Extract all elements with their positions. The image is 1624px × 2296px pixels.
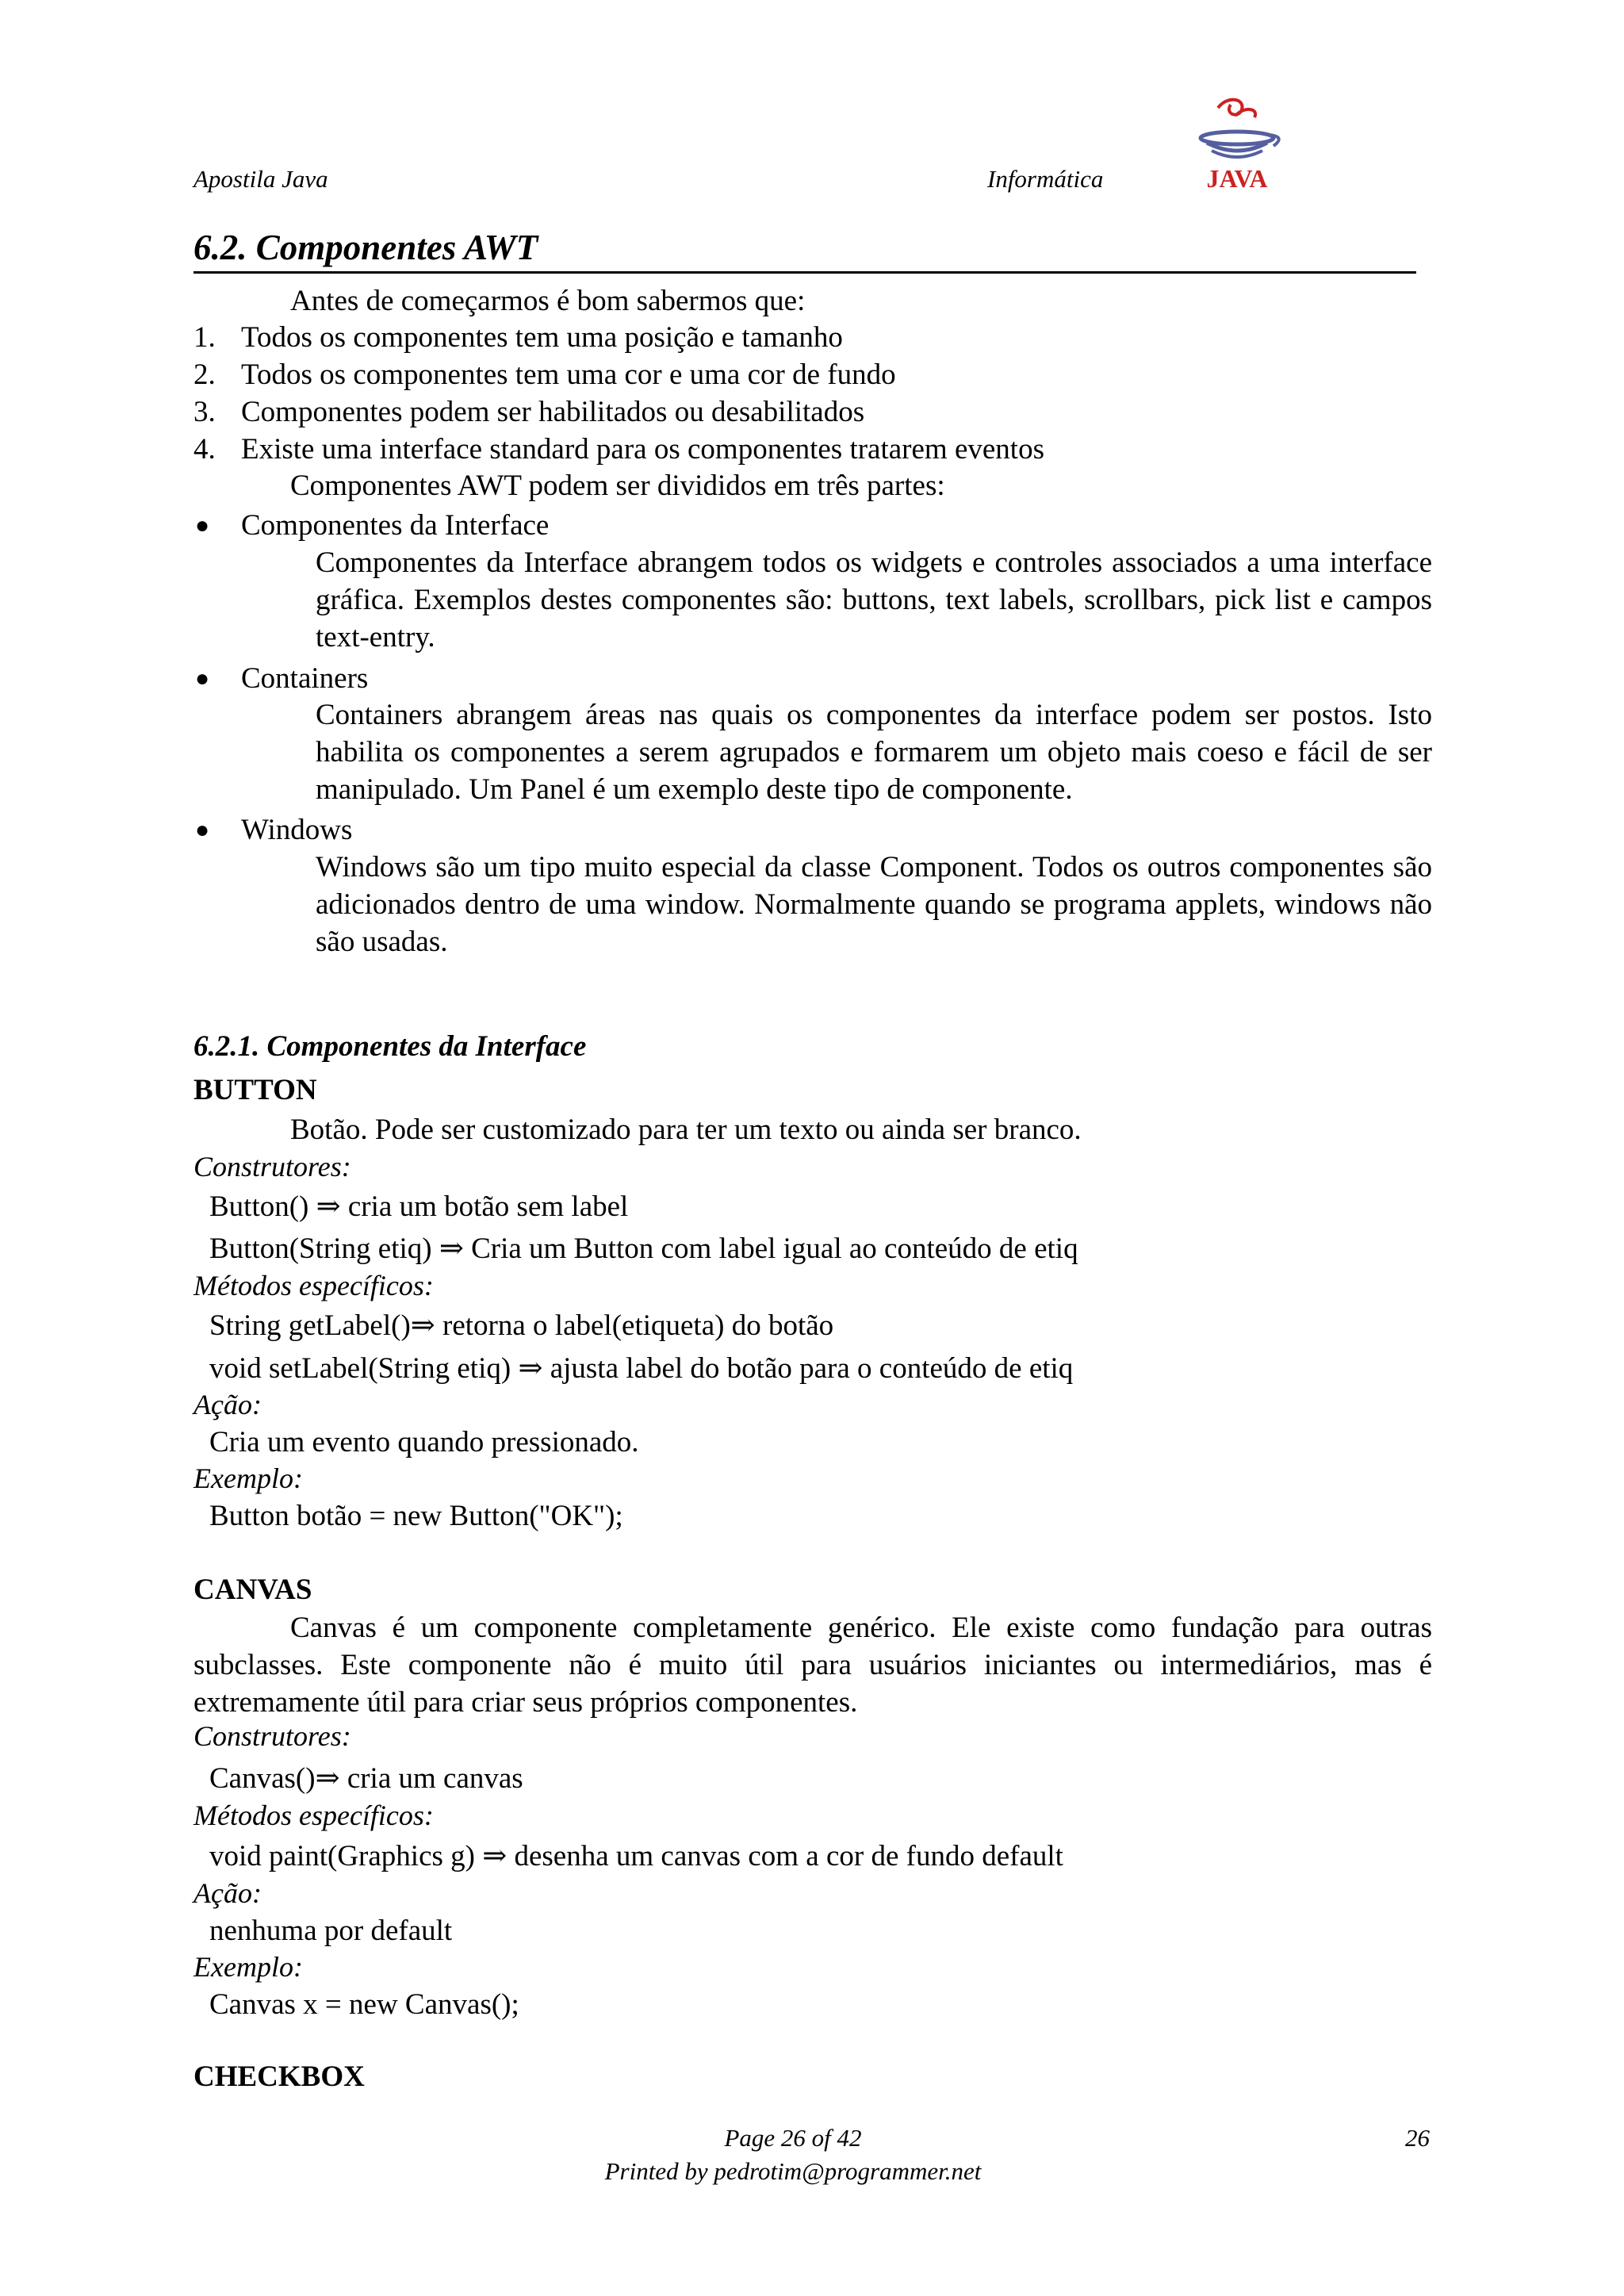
fact-item: Todos os componentes tem uma posição e tamanho (241, 321, 843, 354)
bullet-icon: ● (195, 512, 210, 539)
part-title: Containers (241, 662, 369, 695)
fact-number: 1. (193, 321, 216, 354)
action-text: nenhuma por default (209, 1915, 453, 1947)
fact-item: Existe uma interface standard para os componentes tratarem eventos (241, 433, 1044, 466)
constructor-line: Button() ⇒ cria um botão sem label (209, 1190, 629, 1223)
methods-label: Métodos específicos: (193, 1270, 434, 1301)
method-line: void paint(Graphics g) ⇒ desenha um canvas com a cor de fundo default (209, 1840, 1063, 1872)
bullet-icon: ● (195, 665, 210, 692)
constructors-label: Construtores: (193, 1151, 351, 1182)
part-description: Componentes da Interface abrangem todos os widgets e controles associados a uma interface gráfica. Exemplos destes componentes são: buttons, text labels, scrollbars, pick list e campos text-entry. (316, 546, 1432, 654)
example-code: Canvas x = new Canvas(); (209, 1988, 519, 2021)
button-description: Botão. Pode ser customizado para ter um texto ou ainda ser branco. (290, 1114, 1082, 1146)
footer-page-number: 26 (1405, 2124, 1430, 2152)
java-logo (1180, 94, 1295, 193)
part-title: Componentes da Interface (241, 509, 550, 542)
footer-page-indicator: Page 26 of 42 (724, 2124, 862, 2152)
example-label: Exemplo: (193, 1951, 303, 1983)
subsection-title: 6.2.1. Componentes da Interface (193, 1030, 587, 1063)
example-label: Exemplo: (193, 1462, 303, 1494)
constructors-label: Construtores: (193, 1720, 351, 1752)
parts-intro: Componentes AWT podem ser divididos em três partes: (290, 470, 945, 502)
fact-item: Componentes podem ser habilitados ou desabilitados (241, 396, 865, 428)
method-line: String getLabel()⇒ retorna o label(etiqueta) do botão (209, 1309, 834, 1342)
example-code: Button botão = new Button("OK"); (209, 1500, 623, 1532)
footer-printed-by: Printed by pedrotim@programmer.net (604, 2157, 982, 2185)
bullet-icon: ● (195, 817, 210, 843)
part-description: Windows são um tipo muito especial da classe Component. Todos os outros componentes são adicionados dentro de uma window. Normalmente quando se programa applets, windows não são usadas. (316, 851, 1432, 958)
header-left-title: Apostila Java (193, 165, 328, 193)
fact-number: 2. (193, 358, 216, 391)
action-label: Ação: (193, 1389, 262, 1420)
checkbox-heading: CHECKBOX (193, 2060, 365, 2093)
action-text: Cria um evento quando pressionado. (209, 1426, 639, 1458)
header-center-title: Informática (987, 165, 1104, 193)
section-title: 6.2. Componentes AWT (193, 228, 1416, 274)
canvas-description: Canvas é um componente completamente genérico. Ele existe como fundação para outras subclasses. Este componente não é muito útil para usuários iniciantes ou intermediários, mas é extremamente útil para criar seus próprios componentes. (193, 1612, 1432, 1719)
action-label: Ação: (193, 1877, 262, 1909)
methods-label: Métodos específicos: (193, 1800, 434, 1831)
constructor-line: Canvas()⇒ cria um canvas (209, 1762, 523, 1795)
java-cup-icon (1180, 94, 1295, 193)
constructor-line: Button(String etiq) ⇒ Cria um Button com label igual ao conteúdo de etiq (209, 1232, 1078, 1265)
fact-item: Todos os componentes tem uma cor e uma cor de fundo (241, 358, 896, 391)
svg-text:JAVA: JAVA (1206, 164, 1268, 193)
part-title: Windows (241, 814, 353, 846)
button-heading: BUTTON (193, 1074, 317, 1106)
method-line: void setLabel(String etiq) ⇒ ajusta label do botão para o conteúdo de etiq (209, 1352, 1074, 1385)
part-description: Containers abrangem áreas nas quais os componentes da interface podem ser postos. Isto habilita os componentes a serem agrupados e formarem um objeto mais coeso e fácil de ser manipulado. Um Panel é um exemplo deste tipo de componente. (316, 699, 1432, 806)
fact-number: 3. (193, 396, 216, 428)
section-intro: Antes de começarmos é bom sabermos que: (290, 285, 806, 317)
fact-number: 4. (193, 433, 216, 466)
canvas-heading: CANVAS (193, 1573, 312, 1606)
